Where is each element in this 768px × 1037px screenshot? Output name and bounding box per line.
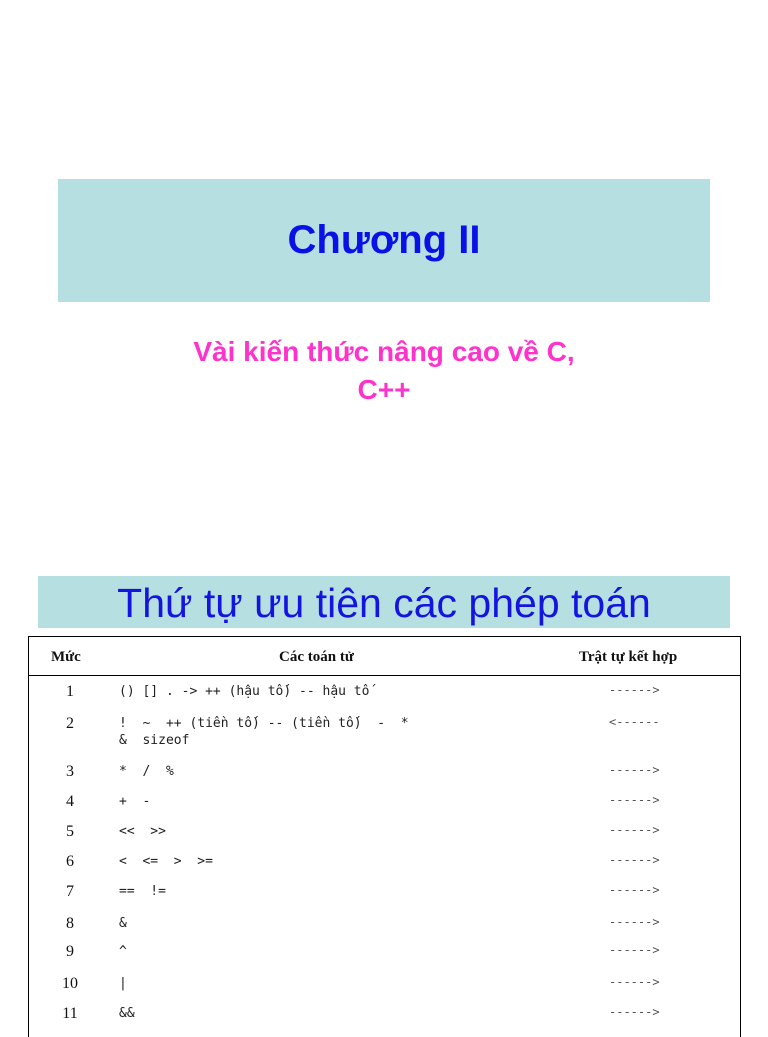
cell-associativity: ------> bbox=[609, 975, 660, 989]
cell-level: 4 bbox=[66, 793, 74, 810]
cell-operators: + - bbox=[119, 794, 151, 809]
cell-operators: & bbox=[119, 916, 127, 931]
cell-associativity: ------> bbox=[609, 763, 660, 777]
cell-associativity: ------> bbox=[609, 915, 660, 929]
subtitle-line-1: Vài kiến thức nâng cao về C, bbox=[193, 336, 575, 367]
cell-operators: * / % bbox=[119, 764, 174, 779]
section-title-band bbox=[38, 576, 730, 628]
header-level: Mức bbox=[51, 649, 81, 665]
cell-level: 9 bbox=[66, 943, 74, 960]
header-operators: Các toán tử bbox=[279, 649, 354, 665]
cell-associativity: ------> bbox=[609, 853, 660, 867]
cell-operators: < <= > >= bbox=[119, 854, 213, 869]
cell-operators: == != bbox=[119, 884, 166, 899]
cell-associativity: ------> bbox=[609, 823, 660, 837]
cell-level: 7 bbox=[66, 883, 74, 900]
cell-level: 6 bbox=[66, 853, 74, 870]
cell-operators: && bbox=[119, 1006, 135, 1021]
chapter-subtitle bbox=[58, 333, 710, 409]
cell-level: 11 bbox=[62, 1005, 78, 1022]
cell-level: 2 bbox=[66, 715, 74, 732]
cell-level: 8 bbox=[66, 915, 74, 932]
table-header bbox=[29, 637, 740, 676]
header-associativity: Trật tự kết hợp bbox=[579, 649, 678, 665]
cell-associativity: ------> bbox=[609, 683, 660, 697]
cell-operators: () [] . -> ++ (hậu tố) -- hậu tố bbox=[119, 684, 370, 699]
cell-level: 3 bbox=[66, 763, 74, 780]
cell-operators: ! ~ ++ (tiền tố) -- (tiền tố) - * & sizeof bbox=[119, 716, 409, 748]
cell-operators: | bbox=[119, 976, 127, 991]
cell-associativity: ------> bbox=[609, 883, 660, 897]
section-title: Thứ tự ưu tiên các phép toán bbox=[117, 580, 651, 626]
subtitle-line-2: C++ bbox=[357, 374, 411, 405]
chapter-title-band bbox=[58, 179, 710, 302]
cell-level: 10 bbox=[62, 975, 78, 992]
cell-associativity: ------> bbox=[609, 943, 660, 957]
chapter-title: Chương II bbox=[287, 218, 481, 262]
cell-operators: ^ bbox=[119, 944, 127, 959]
cell-associativity: ------> bbox=[609, 1005, 660, 1019]
cell-associativity: <------ bbox=[609, 715, 660, 729]
cell-operators: << >> bbox=[119, 824, 166, 839]
cell-associativity: ------> bbox=[609, 793, 660, 807]
precedence-table bbox=[28, 636, 741, 1037]
cell-level: 5 bbox=[66, 823, 74, 840]
cell-level: 1 bbox=[66, 683, 74, 700]
